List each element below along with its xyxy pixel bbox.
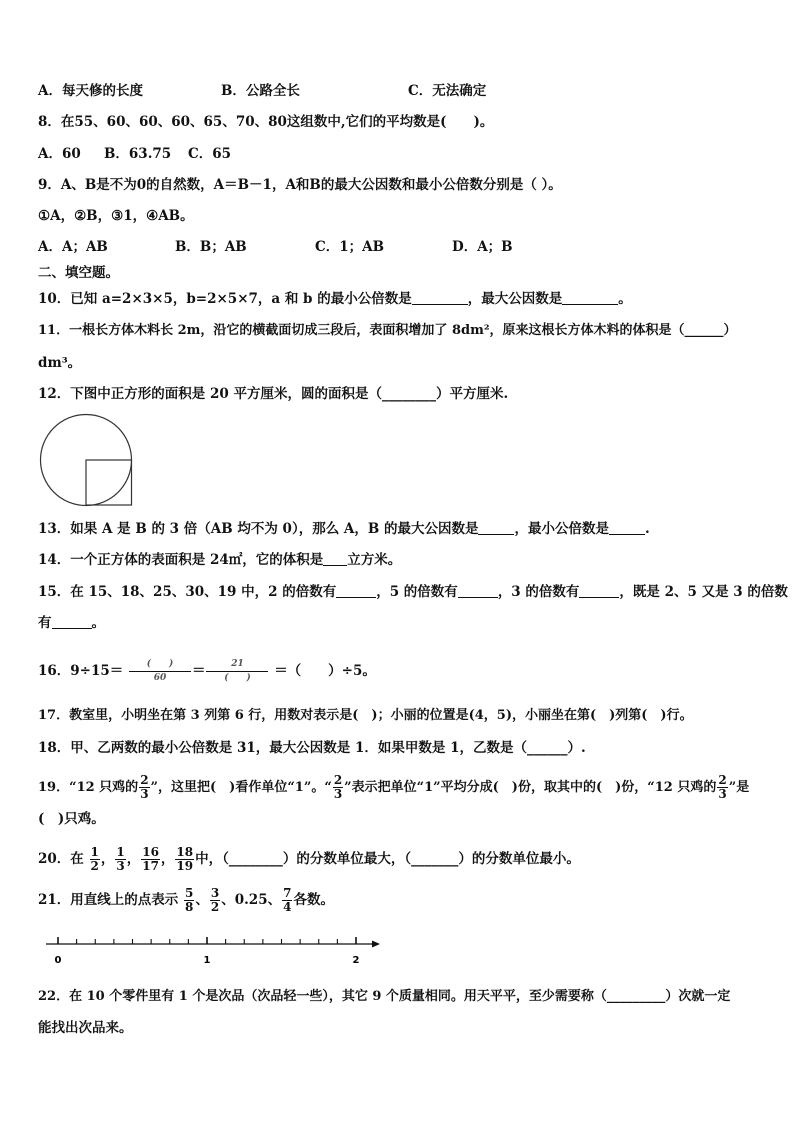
q7-option-c: C．无法确定 xyxy=(408,83,487,99)
q16-eq: ＝ xyxy=(191,663,206,679)
q20-f1-den: 2 xyxy=(90,859,99,873)
q11-line-1: 11．一根长方体木料长 2m，沿它的横截面切成三段后，表面积增加了 8dm²，原来这根长方体木料的体积是（______） xyxy=(38,323,737,338)
q21-end: 各数。 xyxy=(293,892,334,908)
q9-option-b: B．B；AB xyxy=(175,239,247,255)
q19-line-1 xyxy=(38,774,749,801)
q15-p2: ，5 的倍数有 xyxy=(376,584,458,600)
q20-sep-3: ， xyxy=(160,851,175,867)
q8-option-a: A．60 xyxy=(38,146,81,162)
q20-fraction-4 xyxy=(175,846,194,873)
q19-p1: 19．“12 只鸡的 xyxy=(38,780,139,795)
q20-fraction-1 xyxy=(90,846,100,873)
q19-f1-den: 3 xyxy=(140,787,149,801)
q9-text: 9．A、B是不为0的自然数，A＝B－1，A和B的最大公因数和最小公倍数分别是（ ）。 xyxy=(38,177,562,193)
q16-f1-denominator: 60 xyxy=(153,673,167,683)
q21-mid: 、0.25、 xyxy=(221,892,282,908)
q16-fraction-1 xyxy=(129,658,191,685)
q20-f3-den: 17 xyxy=(142,859,159,873)
section-heading: 二、填空题。 xyxy=(38,265,119,281)
q9-option-c: C．1；AB xyxy=(315,239,385,255)
q19-p2: ”，这里把( )看作单位“1”。“ xyxy=(150,780,332,795)
q20-sep-2: ， xyxy=(126,851,141,867)
q21-pre: 21．用直线上的点表示 xyxy=(38,892,179,908)
q21-f3-den: 4 xyxy=(283,900,292,914)
q19-p3: ”表示把单位“1”平均分成( )份，取其中的( )份，“12 只鸡的 xyxy=(344,780,717,795)
q15-line-2 xyxy=(38,614,105,632)
q16-fraction-2 xyxy=(206,658,268,685)
q16-f1-numerator: ( ) xyxy=(129,658,191,672)
q20-f1-num: 1 xyxy=(90,845,99,859)
q20-f2-den: 3 xyxy=(116,859,125,873)
tick-label-2: 2 xyxy=(352,955,360,966)
q20-f2-num: 1 xyxy=(116,845,125,859)
q14 xyxy=(38,551,401,569)
q19-f3-den: 3 xyxy=(718,787,727,801)
q13-end: . xyxy=(644,521,650,537)
q12-text: 12．下图中正方形的面积是 20 平方厘米，圆的面积是（________）平方厘米. xyxy=(38,386,509,402)
q22-line-1: 22．在 10 个零件里有 1 个是次品（次品轻一些），其它 9 个质量相同。用天平平，至少需要称（_________）次就一定 xyxy=(38,989,731,1004)
q21-fraction-3 xyxy=(282,887,292,914)
q21-fraction-1 xyxy=(184,887,194,914)
q13-blank-1[interactable] xyxy=(478,521,514,535)
q8-option-c: C．65 xyxy=(188,146,232,162)
q8-option-b: B．63.75 xyxy=(104,146,172,162)
q10-pre: 10．已知 a=2×3×5，b=2×5×7，a 和 b 的最小公倍数是 xyxy=(38,291,412,307)
q20-sep-1: ， xyxy=(100,851,115,867)
circle-square-figure xyxy=(38,412,138,512)
q20-fraction-3 xyxy=(141,846,160,873)
q21-f1-den: 8 xyxy=(185,900,194,914)
q9-options xyxy=(38,238,513,256)
q13-mid: ，最小公倍数是 xyxy=(514,521,609,537)
q16-f2-denominator: ( ) xyxy=(224,673,251,683)
tick-label-0: 0 xyxy=(54,955,62,966)
q19-f2-den: 3 xyxy=(333,787,343,801)
q20 xyxy=(38,846,580,873)
q16 xyxy=(38,658,376,685)
q20-f4-num: 18 xyxy=(176,845,194,859)
q15-blank-1[interactable] xyxy=(336,584,376,598)
q21-f3-num: 7 xyxy=(283,886,292,900)
q14-end: 立方米。 xyxy=(347,552,402,568)
q10-blank-1[interactable] xyxy=(412,291,468,305)
q9-option-a: A．A；AB xyxy=(38,239,108,255)
q7-option-a: A．每天修的长度 xyxy=(38,83,143,99)
q19-line-2: ( )只鸡。 xyxy=(38,811,105,827)
q15-p1: 15．在 15、18、25、30、19 中，2 的倍数有 xyxy=(38,584,337,600)
q9-choices: ①A，②B，③1，④AB。 xyxy=(38,208,194,224)
q15-blank-4[interactable] xyxy=(52,615,92,629)
q15-line-1 xyxy=(38,583,788,601)
q22-line-2: 能找出次品来。 xyxy=(38,1020,133,1036)
q15-blank-3[interactable] xyxy=(579,584,619,598)
q16-post: ＝（ ）÷5。 xyxy=(274,663,376,679)
q10 xyxy=(38,290,632,308)
q20-pre: 20．在 xyxy=(38,851,84,867)
q9-option-d: D．A；B xyxy=(452,239,513,255)
q19-p4: ”是 xyxy=(728,780,750,795)
q8-text: 8．在55、60、60、60、65、70、80这组数中,它们的平均数是( )。 xyxy=(38,114,494,130)
figure-square xyxy=(86,460,132,505)
q13 xyxy=(38,520,650,538)
q19-fraction-1 xyxy=(139,774,149,801)
q15-blank-2[interactable] xyxy=(458,584,498,598)
q8-options xyxy=(38,145,232,163)
q20-f4-den: 19 xyxy=(176,859,194,873)
q13-blank-2[interactable] xyxy=(609,521,645,535)
q19-f1-num: 2 xyxy=(140,773,149,787)
q19-fraction-2 xyxy=(333,774,343,801)
q21-fraction-2 xyxy=(210,887,220,914)
q21-f2-den: 2 xyxy=(210,900,220,914)
q10-mid: ，最大公因数是 xyxy=(467,291,563,307)
q17-text: 17．教室里，小明坐在第 3 列第 6 行，用数对表示是( )；小丽的位置是(4，5)，小丽坐在第( )列第( )行。 xyxy=(38,708,693,723)
q14-pre: 14．一个正方体的表面积是 24㎡，它的体积是 xyxy=(38,552,324,568)
q19-fraction-3 xyxy=(717,774,727,801)
q7-option-b: B．公路全长 xyxy=(221,83,300,99)
tick-label-1: 1 xyxy=(203,955,211,966)
q21-f1-num: 5 xyxy=(185,886,194,900)
q21: 21．用直线上的点表示 $\frac{5}{8}$ 、 $\frac{3}{2}$ 、0.25、 $\frac{7}{4}$ 各数。 xyxy=(38,886,334,914)
number-line-arrow xyxy=(372,941,380,948)
q21-f2-num: 3 xyxy=(210,886,220,900)
q20-fraction-2 xyxy=(115,846,125,873)
q19-f2-num: 2 xyxy=(333,773,343,787)
q15-p3: ，3 的倍数有 xyxy=(497,584,580,600)
q20-f3-num: 16 xyxy=(142,845,159,859)
q15-line2-end: 。 xyxy=(91,615,105,631)
q18-text: 18．甲、乙两数的最小公倍数是 31，最大公因数是 1．如果甲数是 1，乙数是（______）. xyxy=(38,740,586,756)
q13-pre: 13．如果 A 是 B 的 3 倍（AB 均不为 0），那么 A，B 的最大公因数是 xyxy=(38,521,479,537)
q14-blank[interactable] xyxy=(323,552,347,566)
q10-blank-2[interactable] xyxy=(562,291,618,305)
q20-mid: 中，（________）的分数单位最大，（_______）的分数单位最小。 xyxy=(195,851,580,867)
number-line xyxy=(40,932,390,968)
q15-p4: ，既是 2、5 又是 3 的倍数 xyxy=(619,584,788,600)
q11-line-2: dm³。 xyxy=(38,355,82,371)
q19-f3-num: 2 xyxy=(718,773,727,787)
q7-options xyxy=(38,82,487,100)
q16-f2-numerator: 21 xyxy=(206,658,268,672)
q10-end: 。 xyxy=(618,291,632,307)
q16-pre: 16．9÷15＝ xyxy=(38,663,124,679)
q15-line2-pre: 有 xyxy=(38,615,52,631)
